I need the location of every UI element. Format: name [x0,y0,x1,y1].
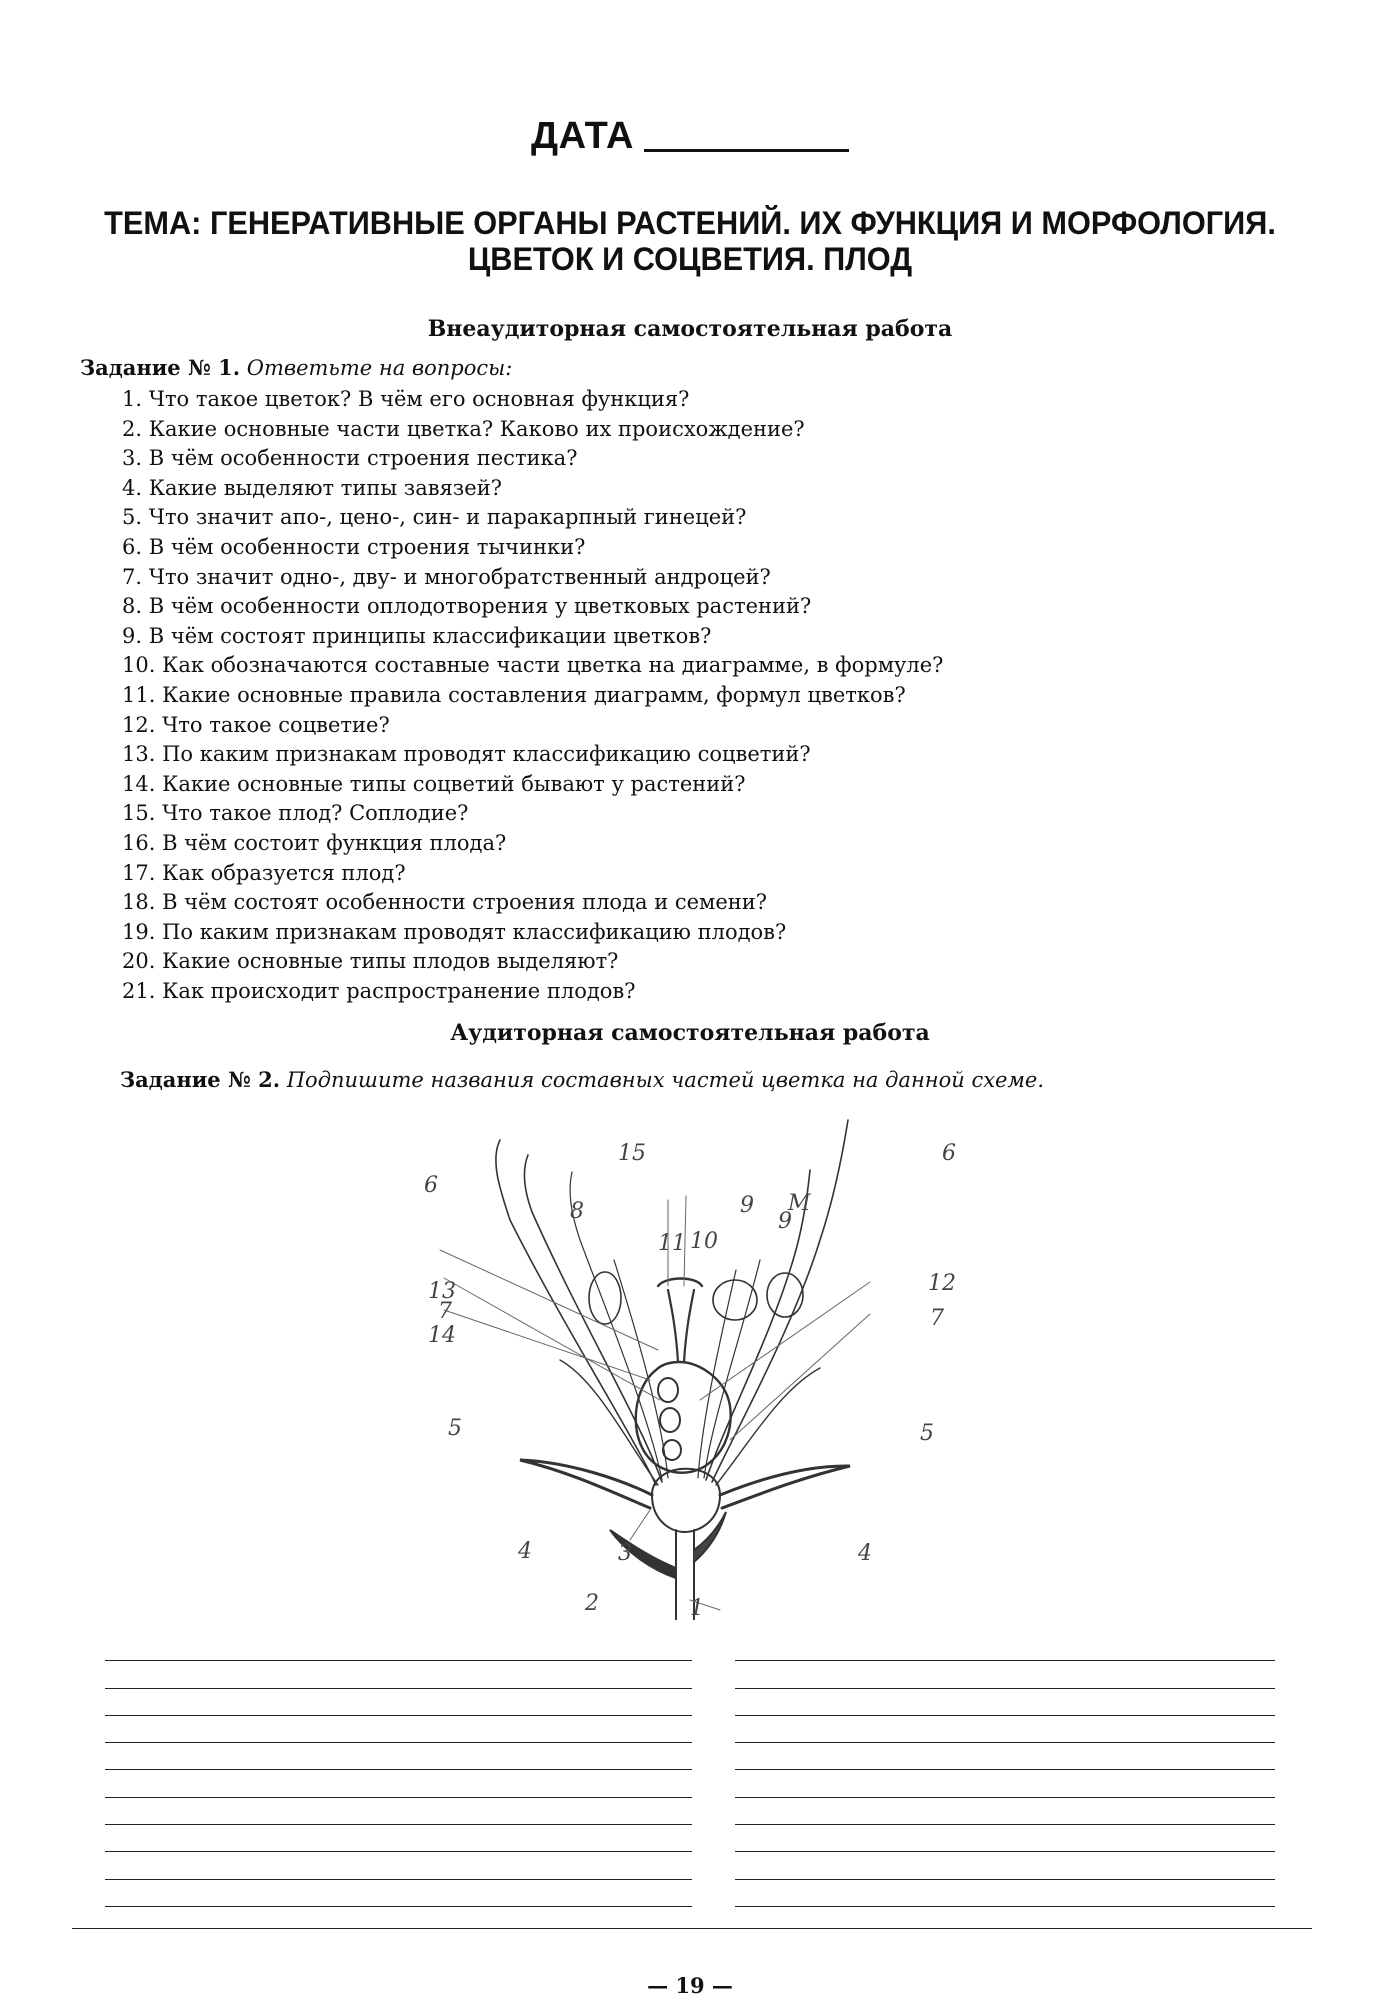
ovule-shape [658,1378,678,1402]
label-4-right: 4 [858,1541,872,1566]
answer-line[interactable] [735,1852,1275,1879]
ovule-shape [663,1440,681,1460]
question-item: 14. Какие основные типы соцветий бывают у растений? [122,771,746,796]
question-item: 10. Как обозначаются составные части цветка на диаграмме, в формуле? [122,653,944,678]
page-number: — 19 — [647,1973,733,1998]
leader-line-14 [444,1278,660,1400]
style-line [668,1290,678,1362]
anther-left [589,1272,621,1324]
label-3: 3 [618,1541,632,1566]
answer-line[interactable] [105,1743,692,1770]
topic-line-1: ТЕМА: ГЕНЕРАТИВНЫЕ ОРГАНЫ РАСТЕНИЙ. ИХ ФУНКЦИЯ И МОРФОЛОГИЯ. [104,205,1276,241]
answer-line[interactable] [735,1798,1275,1825]
label-4-left: 4 [518,1539,532,1564]
answer-line[interactable] [735,1880,1275,1907]
date-label: ДАТА [531,115,634,157]
date-field [0,115,1380,158]
leader-line-3 [630,1510,650,1540]
question-item: 15. Что такое плод? Соплодие? [122,801,469,826]
leader-line-12 [700,1282,870,1400]
leader-line-7-right [730,1314,870,1440]
label-9-a: 9 [740,1193,754,1218]
petal-right-inner [706,1170,810,1480]
anther-center [713,1280,757,1320]
label-9-b: 9 [778,1209,792,1234]
task-2-instruction: Подпишите названия составных частей цветка на данной схеме. [286,1068,1044,1092]
question-item: 2. Какие основные части цветка? Каково их происхождение? [122,416,805,441]
answer-line[interactable] [735,1689,1275,1716]
label-5-left: 5 [448,1416,462,1441]
section-title-classwork: Аудиторная самостоятельная работа [450,1020,930,1046]
question-item: 9. В чём состоят принципы классификации цветков? [122,623,712,648]
answer-line[interactable] [105,1716,692,1743]
question-item: 20. Какие основные типы плодов выделяют? [122,949,619,974]
question-item: 13. По каким признакам проводят классификацию соцветий? [122,742,811,767]
task-2-heading [120,1067,1044,1092]
answer-line[interactable] [735,1716,1275,1743]
answer-line[interactable] [735,1743,1275,1770]
label-12: 12 [928,1271,956,1296]
answer-line[interactable] [735,1661,1275,1688]
label-14: 14 [428,1323,456,1348]
sepal-left [520,1460,652,1508]
answer-line[interactable] [105,1634,692,1661]
bract-shape-right [694,1512,726,1562]
label-8: 8 [570,1199,584,1224]
question-item: 1. Что такое цветок? В чём его основная функция? [122,387,690,411]
petal-left-inner [525,1155,662,1482]
label-7-right: 7 [930,1306,944,1331]
question-item: 11. Какие основные правила составления диаграмм, формул цветков? [122,682,906,707]
sepal-right [720,1466,850,1508]
question-item: 17. Как образуется плод? [122,860,406,885]
label-5-right: 5 [920,1421,934,1446]
label-m: M [788,1191,811,1216]
answer-line[interactable] [105,1770,692,1797]
answer-line[interactable] [105,1798,692,1825]
question-item: 4. Какие выделяют типы завязей? [122,475,502,500]
answer-line[interactable] [105,1852,692,1879]
question-item: 12. Что такое соцветие? [122,712,390,737]
label-2: 2 [585,1591,599,1616]
label-1: 1 [690,1596,704,1620]
answer-line[interactable] [735,1770,1275,1797]
task-1-label: Задание № 1. [80,355,241,380]
label-11: 11 [658,1231,686,1256]
question-item: 3. В чём особенности строения пестика? [122,446,578,471]
question-item: 16. В чём состоит функция плода? [122,830,507,855]
task-1-instruction: Ответьте на вопросы: [246,356,513,380]
question-item: 21. Как происходит распространение плодов? [122,978,636,1003]
leader-line-13 [440,1250,658,1350]
page-title [85,205,1295,277]
answer-lines-right[interactable] [735,1634,1275,1907]
question-item: 19. По каким признакам проводят классификацию плодов? [122,919,787,944]
question-item: 18. В чём состоят особенности строения плода и семени? [122,890,768,915]
style-line-right [684,1290,694,1362]
question-item: 5. Что значит апо-, цено-, син- и паракарпный гинецей? [122,505,747,530]
topic-line-2: ЦВЕТОК И СОЦВЕТИЯ. ПЛОД [467,241,913,277]
answer-line[interactable] [105,1880,692,1907]
task-2-label: Задание № 2. [120,1067,281,1092]
sepal-vein-right [716,1368,820,1485]
question-item: 7. Что значит одно-, дву- и многобратственный андроцей? [122,564,771,589]
question-list [122,385,1282,1006]
anther-right [767,1273,803,1317]
section-title-homework: Внеаудиторная самостоятельная работа [427,316,953,342]
stamen-filament [698,1270,736,1478]
answer-line[interactable] [735,1634,1275,1661]
label-13: 13 [428,1279,456,1304]
ovule-shape [660,1408,680,1432]
date-blank-line[interactable] [644,119,849,152]
task-1-heading [80,355,512,380]
label-15: 15 [618,1141,646,1166]
flower-structure-diagram [400,1100,1000,1620]
label-10: 10 [690,1229,718,1254]
answer-line[interactable] [735,1825,1275,1852]
label-7-left: 7 [438,1299,452,1324]
stigma-shape [658,1279,702,1287]
footer-divider [72,1928,1312,1929]
label-6-right: 6 [942,1141,956,1166]
answer-line[interactable] [105,1689,692,1716]
question-item: 6. В чём особенности строения тычинки? [122,534,586,559]
answer-lines-left[interactable] [105,1634,692,1907]
question-item: 8. В чём особенности оплодотворения у цветковых растений? [122,594,812,619]
label-6-left: 6 [424,1173,438,1198]
answer-line[interactable] [105,1825,692,1852]
answer-line[interactable] [105,1661,692,1688]
